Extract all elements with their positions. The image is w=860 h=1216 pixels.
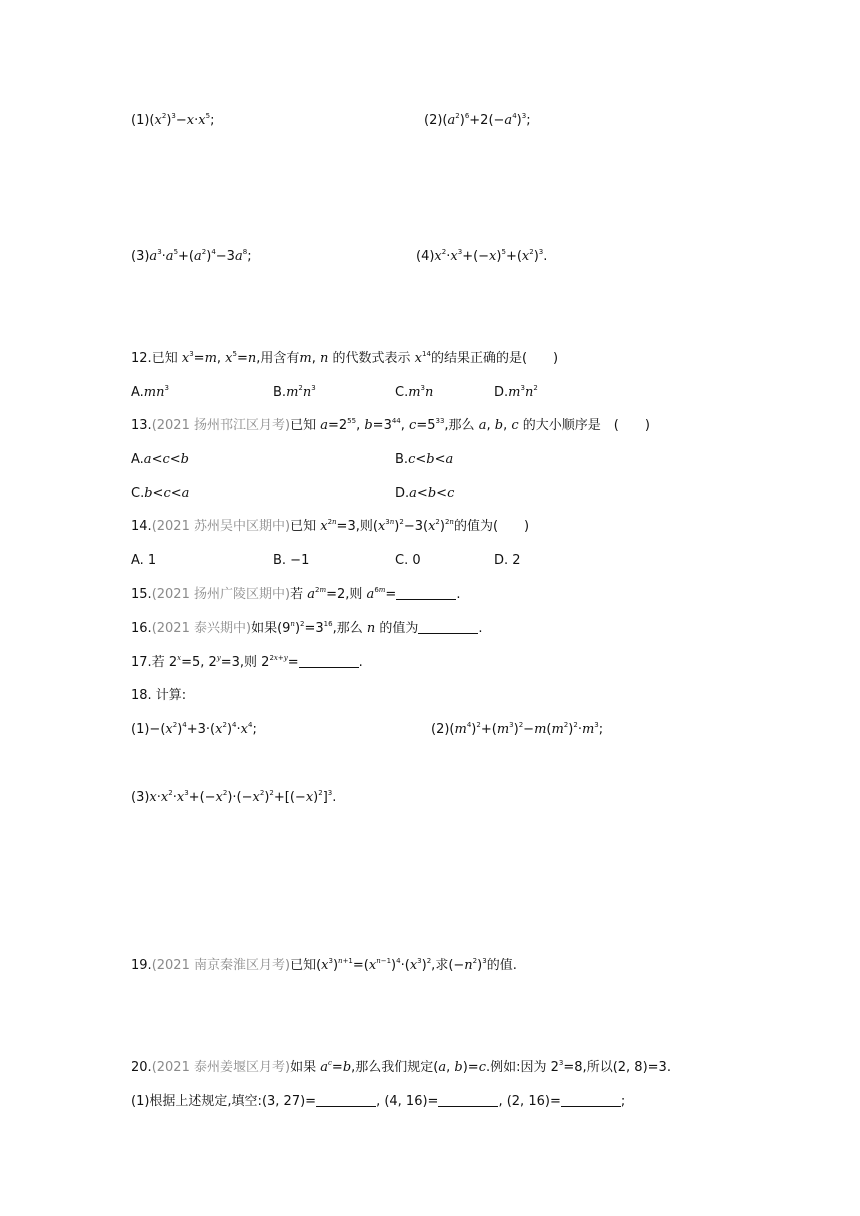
q11-part-4: $(4)x^2\cdot x^3+(-x)^5+(x^2)^3$. xyxy=(416,248,548,264)
q14-option-b[interactable]: B. −1 xyxy=(273,553,310,568)
source-tag: (2021 苏州吴中区期中) xyxy=(151,519,291,534)
q18-part-2: $(2)(m^4)^2+(m^3)^2-m(m^2)^2\cdot m^3$; xyxy=(431,721,604,737)
q13-option-b[interactable]: B.c<b<a xyxy=(395,452,454,467)
q11-part-1: $(1)(x^2)^3-x\cdot x^5$; xyxy=(131,112,215,128)
q18-part-1: $(1)-(x^2)^4+3\cdot(x^2)^4\cdot x^4$; xyxy=(131,721,257,737)
answer-blank[interactable] xyxy=(438,1094,498,1107)
q17-stem: 17.若 $2^x=5$, $2^y=3$,则 $2^{2x+y}=$ . xyxy=(131,654,363,670)
q12-option-b[interactable]: $B.m^2n^3$ xyxy=(273,384,316,400)
q12-stem: 12.已知 $x^3=m$, $x^5=n$,用含有m, n 的代数式表示 $x^{14}$的结果正确的是( ) xyxy=(131,350,559,366)
q12-option-c[interactable]: $C.m^3n$ xyxy=(395,384,434,400)
part-label: (4) xyxy=(416,249,435,264)
q15-stem: 15.(2021 扬州广陵区期中)若 $a^{2m}=2$,则 $a^{6m}=$ . xyxy=(131,586,461,602)
q12-option-a[interactable]: $A.mn^3$ xyxy=(131,384,169,400)
part-label: (3) xyxy=(131,249,150,264)
source-tag: (2021 泰兴期中) xyxy=(151,621,252,636)
source-tag: (2021 扬州邗江区月考) xyxy=(151,418,291,433)
answer-blank[interactable] xyxy=(418,621,478,634)
q11-part-2: $(2)(a^2)^6+2(-a^4)^3$; xyxy=(424,112,531,128)
answer-blank[interactable] xyxy=(396,587,456,600)
q18-part-3: $(3)x\cdot x^2\cdot x^3+(-x^2)\cdot(-x^2)^2+[(-x)^2]^3$. xyxy=(131,789,337,805)
q14-option-c[interactable]: C. 0 xyxy=(395,553,421,568)
q18-title: 18. 计算: xyxy=(131,688,187,703)
q20-part-1: (1)根据上述规定,填空:(3, 27)= , (4, 16)= , (2, 16)= ; xyxy=(131,1094,626,1109)
q13-option-d[interactable]: D.a<b<c xyxy=(395,486,455,501)
q11-part-3: $(3)a^3\cdot a^5+(a^2)^4-3a^8$; xyxy=(131,248,252,264)
q13-stem: 13.(2021 扬州邗江区月考)已知 $a=2^{55}$, $b=3^{44}$, $c=5^{33}$,那么 a, b, c 的大小顺序是 ( ) xyxy=(131,417,650,433)
q20-stem: 20.(2021 泰州姜堰区月考)如果 $a^c=b$,那么我们规定(a, b)=c.例如:因为 $2^3=8$,所以(2, 8)=3. xyxy=(131,1059,671,1075)
q14-option-a[interactable]: A. 1 xyxy=(131,553,157,568)
answer-blank[interactable] xyxy=(316,1094,376,1107)
q13-option-c[interactable]: C.b<c<a xyxy=(131,486,190,501)
q14-stem: 14.(2021 苏州吴中区期中)已知 $x^{2n}=3$,则$(x^{3n})^2-3(x^2)^{2n}$的值为( ) xyxy=(131,518,530,534)
source-tag: (2021 南京秦淮区月考) xyxy=(151,958,291,973)
answer-blank[interactable] xyxy=(561,1094,621,1107)
q16-stem: 16.(2021 泰兴期中)如果$(9^n)^2=3^{16}$,那么 n 的值为 . xyxy=(131,620,483,636)
q19-stem: 19.(2021 南京秦淮区月考)已知$(x^3)^{n+1}=(x^{n-1})^4\cdot(x^3)^2$,求$(-n^2)^3$的值. xyxy=(131,957,517,973)
q14-option-d[interactable]: D. 2 xyxy=(494,553,521,568)
answer-blank[interactable] xyxy=(299,655,359,668)
q13-option-a[interactable]: A.a<c<b xyxy=(131,452,189,467)
part-label: (1) xyxy=(131,113,150,128)
part-label: (2) xyxy=(424,113,443,128)
source-tag: (2021 扬州广陵区期中) xyxy=(151,587,291,602)
q12-option-d[interactable]: $D.m^3n^2$ xyxy=(494,384,538,400)
source-tag: (2021 泰州姜堰区月考) xyxy=(151,1060,291,1075)
